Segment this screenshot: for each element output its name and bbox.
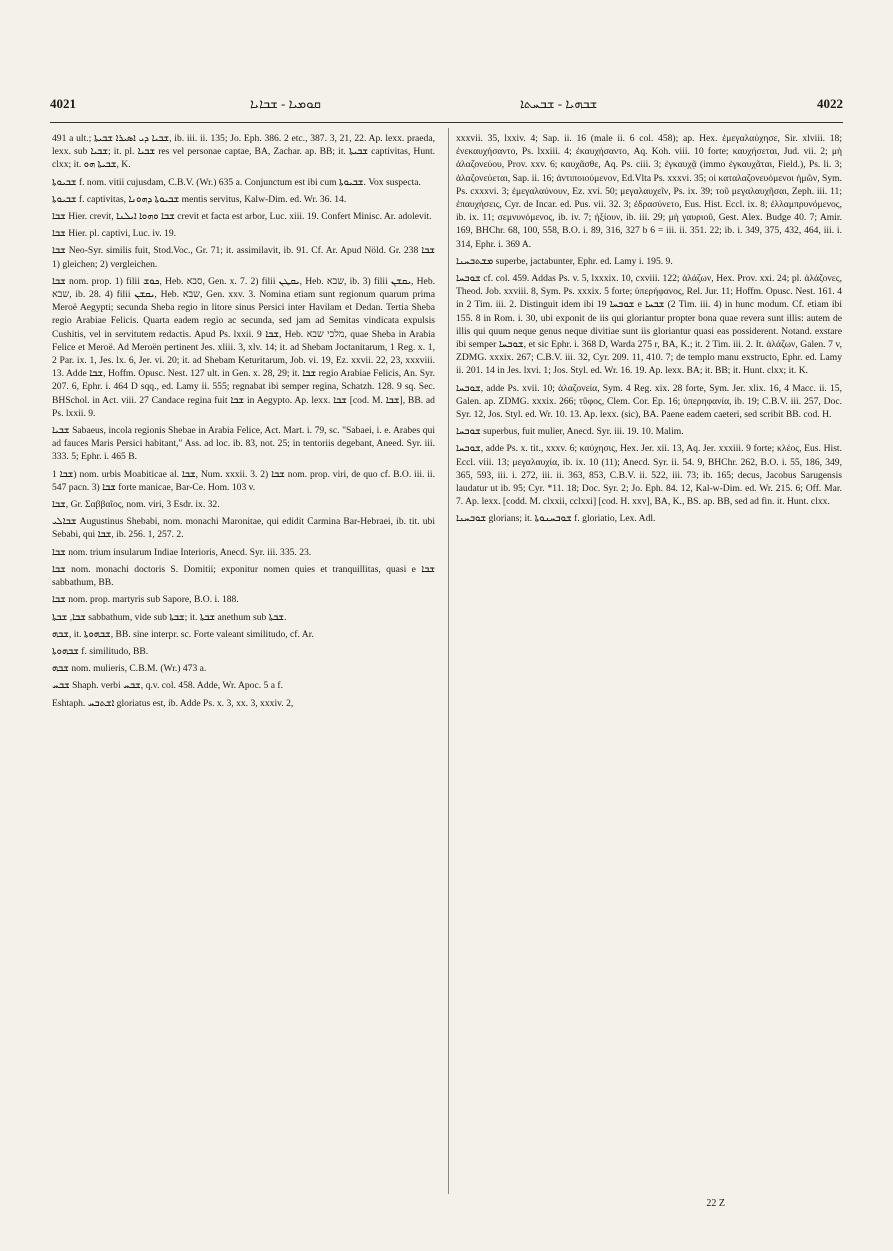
- left-page-number: 4021: [50, 96, 76, 111]
- dictionary-entry: ܫܒܐ 1) nom. urbis Moabiticae al. ܫܒܐ, Num. xxxii. 3. 2) ܫܒܐ nom. prop. viri, de quo cf. B.O. iii. ii. 547 pacn. 3) ܫܒܐ forte manicae, Bar-Ce. Hom. 103 v.: [52, 468, 435, 493]
- dictionary-entry: ܫܒܐܠܝ Augustinus Shebabi, nom. monachi Maronitae, qui edidit Carmina Bar-Hebraei, ib. tit. ubi Sebabi, qui ܫܒܐ, ib. 256. 1, 257. 2.: [52, 516, 435, 541]
- left-column: [52, 132, 435, 714]
- dictionary-entry: ܫܒܝܐ Sabaeus, incola regionis Shebae in Arabia Felice, Act. Mart. i. 79, sc. "Sabaei, i. e. Arabes qui ad fauces Maris Persici habitant," Ass. ad loc. ib. 83, not. 25; in tentoriis degebant, Aneed. Syr. iii. 333. 5; Ephr. i. 465 B.: [52, 425, 435, 463]
- dictionary-entry: ܫܒܐ nom. trium insularum Indiae Interioris, Anecd. Syr. iii. 335. 23.: [52, 546, 312, 558]
- dictionary-entry: ܫܒܐ Neo-Syr. similis fuit, Stod.Voc., Gr. 71; it. assimilavit, ib. 91. Cf. Ar. Apud Nöld. Gr. 238 ܫܒܐ 1) gleichen; 2) vergleichen.: [52, 245, 435, 270]
- dictionary-entry: ܫܒܗܘܬܐ f. similitudo, BB.: [52, 645, 149, 657]
- dictionary-entry: ܡܫܬܒܚܢܐ superbe, jactabunter, Ephr. ed. Lamy i. 195. 9.: [456, 255, 673, 267]
- dictionary-entry: 491 a ult.; ܫܒܝܐ ܕܝ ܐܣܝܪܐ ܫܒܝܬܐ, ib. iii. ii. 135; Jo. Eph. 386. 2 etc., 387. 3, 21, 22. Ap. lexx. praeda, lexx. sub ܫܒܝܐ; it. pl. ܫܒܝܐ res vel personae captae, BA, Zachar. ap. BB; it. ܫܒܝܬܐ captivitas, Hunt. clxx; it. ܫܒܝܬܐ ܗܘ, K.: [52, 133, 436, 171]
- dictionary-entry: Eshtaph. ܐܫܬܒܚ gloriatus est, ib. Adde Ps. x. 3, xx. 3, xxxiv. 2,: [52, 697, 294, 709]
- signature-mark: 22 Z: [706, 1198, 725, 1209]
- dictionary-entry: ܫܘܒܚܐ cf. col. 459. Addas Ps. v. 5, lxxxix. 10, cxviii. 122; ἀλάζων, Hex. Prov. xxi. 24; pl. ἀλάζονες, Theod. Job. xxviii. 8, Sym. Ps. xxxix. 5 forte; ὑπερήφανος, Rel. Jur. 11; Hoffm. Opusc. Nest. 161. 4 in 2 Tim. iii. 2. Distinguit idem ibi 19 ܫܘܒܚܐ e ܫܒܚܐ (2 Tim. iii. 4) in hunc modum. Cf. etiam ibi 155. 8 in Rom. i. 30, ubi exponit de iis qui gloriantur propter bona quae revera sunt illis: autem de illis qui quum neque genus neque divitiae sunt iis gloriantur quasi eas possiderent. Notand. exstare ibi semper ܫܘܒܚܐ, et sic Ephr. i. 368 D, Warda 275 r, BA, K.; it. 2 Tim. iii. 2. It. ἀλάζων, Galen. 7 v, ZDMG. xxxix. 267; C.B.V. iii. 32, Cyr. 209. 11, 410. 7; de templo manu exstructo, Ephr. ed. Lamy ii. 201. 14 in Jes. lxvi. 1; Jos. Styl. ed. Wr. 16. 19. Ap. lexx. BA; it. BB; it. Hunt. clxx; it. K.: [456, 273, 842, 377]
- dictionary-entry: ܫܘܒܚܐ superbus, fuit mulier, Anecd. Syr. iii. 19. 10. Malim.: [456, 426, 684, 438]
- column-divider: [448, 128, 449, 1194]
- dictionary-entry: ܫܒܚ Shaph. verbi ܫܒܚ, q.v. col. 458. Adde, Wr. Apoc. 5 a f.: [52, 680, 283, 692]
- dictionary-entry: ܫܘܒܚܢܐ glorians; it. ܫܘܒܚܢܘܬܐ f. gloriatio, Lex. Adl.: [456, 513, 656, 525]
- dictionary-entry: ܫܒܗ, it. ܫܒܗܘܬܐ, BB. sine interpr. sc. Forte valeant similitudo, cf. Ar.: [52, 628, 314, 640]
- dictionary-entry: ܫܒܐ, ܫܒܬܐ sabbathum, vide sub ܫܒܬܐ; it. ܫܒܬܐ anethum sub ܫܒܬܐ.: [52, 611, 287, 623]
- dictionary-entry: xxxvii. 35, lxxiv. 4; Sap. ii. 16 (male ii. 6 col. 458); ap. Hex. ἐμεγαλαύχησε, Sir. xlviii. 18; ἐνεκαυχήσαντο, Ps. lxxiii. 4; ἐκαυχήσαντο, Aq. Koh. viii. 10 forte; καυχήσεται, Jud. vii. 2; μὴ ἀλαζονεύου, Prov. xxv. 6; καυχᾶσθε, Aq. Ps. ciii. 3; ἐγκαυχᾷ (immo ἐγκαυχᾶται, Field.), Ps. li. 3; ἀλαζονεύεται, Sap. ii. 16; ἀντιποιούμενον, Ed.Vlta Ps. xxxvi. 35; οἱ καταλαζονευόμενοι ἡμῶν, Sym. Ps. cxxxvi. 3; ἐμεγαλαύνουν, Ez. xvi. 50; μεγαλαυχεῖν, Ps. ix. 39; τοῦ μεγαλαυχῆσαι, Zeph. iii. 11; ἐπαυχήσεις, Cyr. de Incar. ed. Pus. vii. 32. 3; ἐδρασύνετο, Eus. Hist. Eccl. ix. 8; ἐλλαμπρυνόμενος, ib. ix. 11; σεμνυνόμενος, ib. iv. 7; ἠξίουν, ib. iii. 29; μὴ γαυριοῦ, Gest. Alex. Budge 40. 7; Amir. 169, BHChr. 68, 100, 558, B.O. i. 89, 316, 327 b 6 = iii. ii. 351. 22; ib. i. 349, 375, 432, 464, iii. i. 314, Ephr. i. 369 A.: [456, 133, 842, 250]
- page-header: [50, 96, 843, 118]
- dictionary-entry: ܫܒܝܘܬܐ f. nom. vitii cujusdam, C.B.V. (Wr.) 635 a. Conjunctum est ibi cum ܫܒܝܘܬܐ. Vox suspecta.: [52, 176, 421, 188]
- dictionary-entry: ܫܒܗ nom. mulieris, C.B.M. (Wr.) 473 a.: [52, 663, 207, 675]
- header-rule: [50, 122, 843, 123]
- dictionary-entry: ܫܘܒܚܐ, adde Ps. xvii. 10; ἀλαζονεία, Sym. 4 Reg. xix. 28 forte, Sym. Jer. xlix. 16, 4 Macc. ii. 15, Galen. ap. ZDMG. xxxix. 266; τῦφος, Clem. Cor. Ep. 16; ὑπερηφανία, ib. 19; C.B.V. iii. 257, Doc. Syr. 12, Jos. Styl. ed. Wr. 10. 13. Ap. lexx. (sic), BA. Paene eadem caeteri, sed scribit BB. cod. H.: [456, 382, 842, 421]
- dictionary-entry: ܫܒܐ, Gr. Σαββαῖος, nom. viri, 3 Esdr. ix. 32.: [52, 499, 220, 511]
- right-page-number: 4022: [817, 96, 843, 111]
- right-column: [456, 132, 842, 530]
- dictionary-entry: ܫܒܐ nom. monachi doctoris S. Domitii; exponitur nomen quies et tranquillitas, quasi e ܫܒܐ sabbathum, BB.: [52, 563, 435, 589]
- dictionary-entry: ܫܒܐ nom. prop. martyris sub Sapore, B.O. i. 188.: [52, 594, 239, 606]
- dictionary-entry: ܫܒܐ Hier. crevit, ܫܒܐ ܘܗܘܐ ܐܝܠܢܐ crevit et facta est arbor, Luc. xiii. 19. Confert Minisc. Ar. adolevit.: [52, 211, 432, 223]
- dictionary-entry: ܫܒܝܘܬܐ f. captivitas, ܫܒܝܘܬܐ ܕܗܘܢܐ mentis servitus, Kalw-Dim. ed. Wr. 36. 14.: [52, 193, 347, 205]
- right-running-title: ܫܒܗܝܐ - ܫܒܚܬܐ: [520, 96, 598, 111]
- left-running-title: ܩܘܡܝܐ - ܫܒܐܝܐ: [250, 96, 321, 111]
- dictionary-entry: ܫܘܒܚܐ, adde Ps. x. tit., xxxv. 6; καύχησις, Hex. Jer. xii. 13, Aq. Jer. xxxiii. 9 forte; κλέος, Eus. Hist. Eccl. viii. 13; μεγαλαυχία, ib. ix. 10 (11); Anecd. Syr. ii. 54. 9, BHChr. 262, B.O. i. 55, 186, 349, 365, 593, iii. i. 272, iii. ii. 363, 853, C.B.V. ii. 522, iii. 73; ib. 165; decus, Jacobus Sarugensis laudatur ut ib. 95; Cyr. *11. 18; Doc. Syr. 2; Jo. Eph. 84. 12, Kal-w-Dim. ed. Wr. 215. 6; Off. Mar. 7. Ap. lexx. [codd. M. clxxii, cclxxi] [cod. H. xxv], BA, K., BS. ap. BB, sed ad fin. it. Hunt. clxx.: [456, 443, 842, 508]
- dictionary-entry: ܫܒܐ Hier. pl. captivi, Luc. iv. 19.: [52, 228, 177, 240]
- dictionary-entry: ܫܒܐ nom. prop. 1) filii ܟܘܫ, Heb. סבא, Gen. x. 7. 2) filii ܝܩܛܢ, Heb. שבא, ib. 3) filii ܝܩܫܢ, Heb. שבא, ib. 28. 4) filii ܝܩܫܢ, Heb. שבא, Gen. xxv. 3. Nomina etiam sunt regionum quarum prima Meroë Aegypti; secunda Sheba regio in litore sinus Persici inter Havilam et Dedan. Tertia Sheba regio Arabiae Felicis. Quarta eadem regio ac secunda, sed jam ad Semitas vindicata expulsis Cushitis, vel in servitutem redactis. Apud Ps. lxxii. 9 ܫܒܐ, Heb. מלכי שבא, quae Sheba in Arabia Felice et Meroë. Ad Meroën pertinent Jes. xliii. 3, xlv. 14; it. ad Shebam Joctanitarum, 1 Reg. x. 1, 2 Par. ix. 1, Jes. lx. 6, Jer. vi. 20; it. ad Shebam Keturitarum, Job. vi. 19, Ez. xxvii. 22, 23, xxxviii. 13. Adde ܫܒܐ, Hoffm. Opusc. Nest. 127 ult. in Gen. x. 28, 29; it. ܫܒܐ regio Arabiae Felicis, An. Syr. 207. 6, Ephr. i. 464 D sqq., ed. Lamy ii. 555; regnabat ibi semper regina, Schatzh. 128. 9 sq. Sec. BHSchol. in Act. viii. 27 Candace regina fuit ܫܒܐ in Aegypto. Ap. lexx. ܫܒܐ [cod. M. ܫܒܐ], BB. ad Ps. lxxii. 9.: [52, 275, 436, 419]
